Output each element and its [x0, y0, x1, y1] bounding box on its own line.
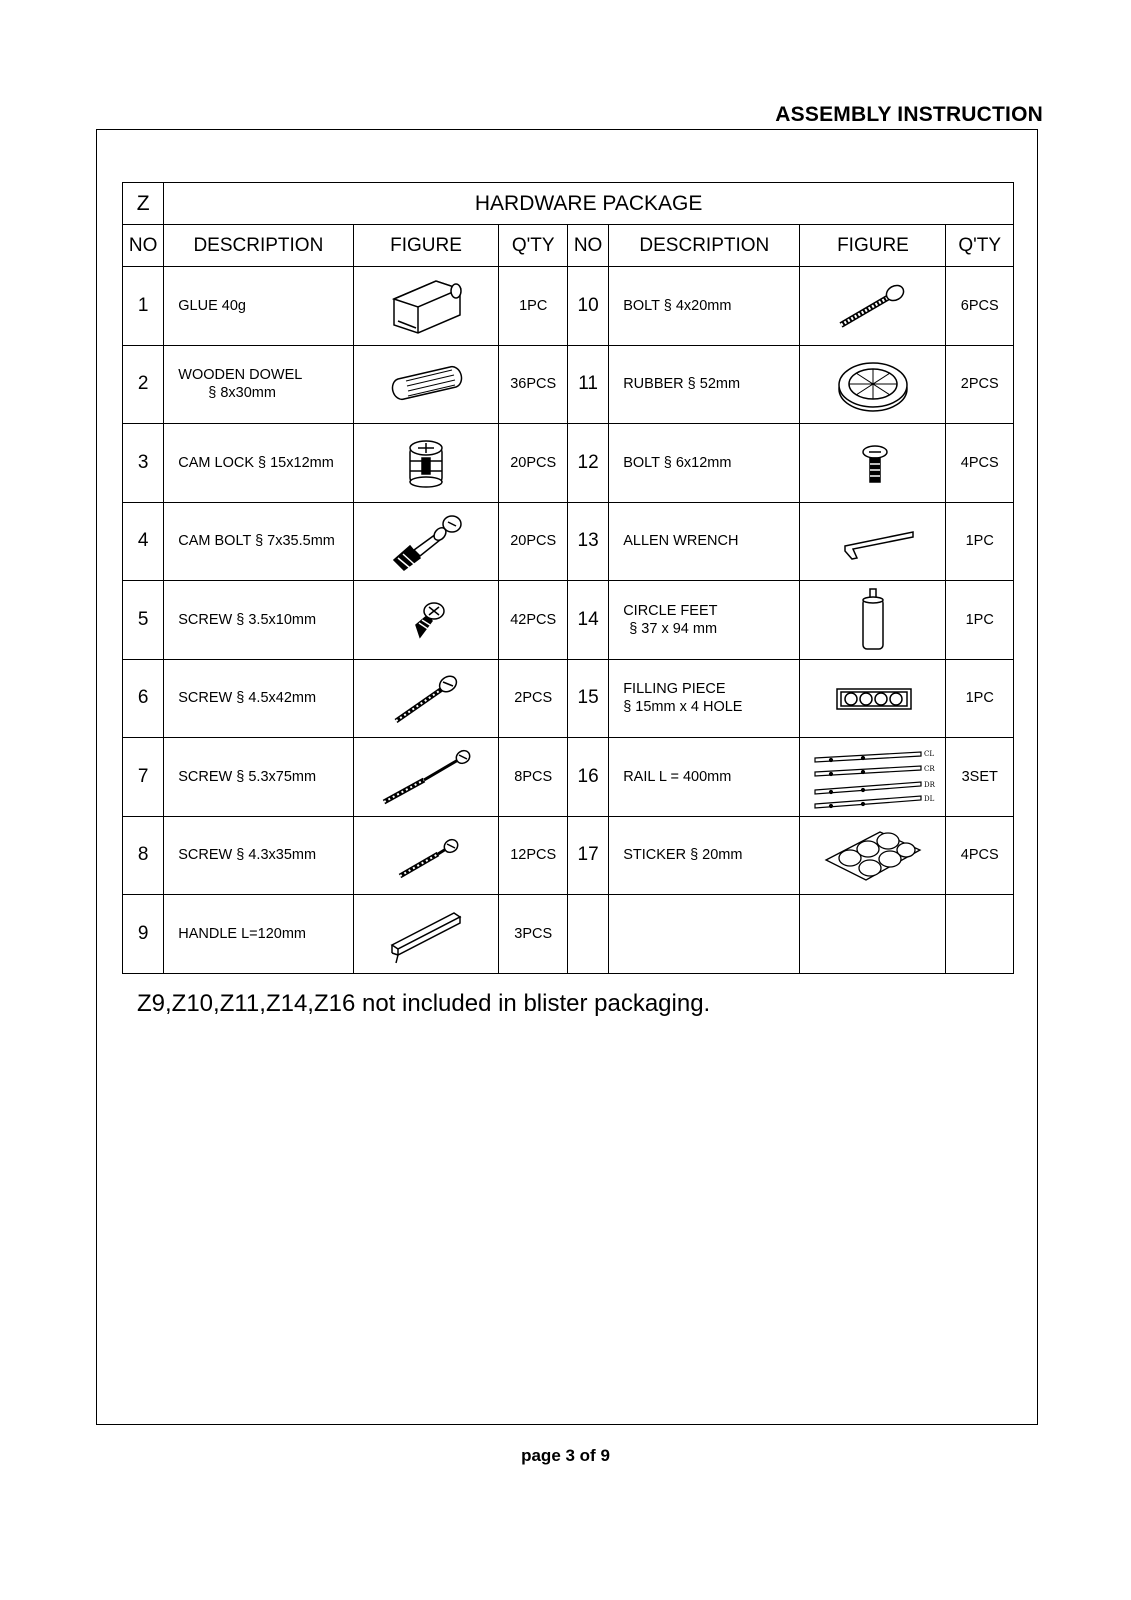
item-qty: 3PCS [499, 895, 567, 974]
rail-label: CL [923, 749, 934, 758]
empty-cell [946, 895, 1014, 974]
item-figure [800, 816, 946, 895]
column-header-description: DESCRIPTION [609, 225, 800, 267]
rail-label: DL [923, 794, 935, 803]
item-figure [353, 816, 499, 895]
item-figure [800, 345, 946, 424]
item-figure [353, 502, 499, 581]
screw-icon [376, 663, 476, 733]
item-description: WOODEN DOWEL § 8x30mm [164, 345, 353, 424]
column-header-no: NO [567, 225, 608, 267]
hardware-table [122, 182, 1014, 974]
item-description: RAIL L = 400mm [609, 738, 800, 817]
table-row [123, 659, 1014, 738]
item-number: 8 [123, 816, 164, 895]
item-figure [353, 267, 499, 346]
rail-label: DR [923, 780, 935, 789]
table-row [123, 581, 1014, 660]
item-qty: 6PCS [946, 267, 1014, 346]
long-screw-icon [376, 742, 476, 812]
packaging-note: Z9,Z10,Z11,Z14,Z16 not included in blister packaging. [137, 990, 711, 1017]
item-number: 7 [123, 738, 164, 817]
empty-cell [609, 895, 800, 974]
filling-piece-icon [823, 663, 923, 733]
short-screw-icon [376, 585, 476, 655]
column-header-qty: Q'TY [946, 225, 1014, 267]
item-qty: 1PC [499, 267, 567, 346]
circle-foot-icon [823, 585, 923, 655]
empty-cell [567, 895, 608, 974]
item-description: GLUE 40g [164, 267, 353, 346]
item-number: 4 [123, 502, 164, 581]
small-bolt-icon [823, 428, 923, 498]
item-number: 10 [567, 267, 608, 346]
item-figure [800, 738, 946, 817]
item-number: 16 [567, 738, 608, 817]
item-figure [800, 659, 946, 738]
table-row [123, 895, 1014, 974]
table-title: HARDWARE PACKAGE [164, 183, 1014, 225]
column-header-figure: FIGURE [353, 225, 499, 267]
item-qty: 12PCS [499, 816, 567, 895]
column-header-no: NO [123, 225, 164, 267]
item-figure [800, 581, 946, 660]
item-description: SCREW § 5.3x75mm [164, 738, 353, 817]
item-number: 2 [123, 345, 164, 424]
item-figure [353, 659, 499, 738]
table-corner-label: Z [123, 183, 164, 225]
item-qty: 20PCS [499, 502, 567, 581]
item-number: 15 [567, 659, 608, 738]
item-number: 9 [123, 895, 164, 974]
handle-icon [376, 899, 476, 969]
item-description: FILLING PIECE § 15mm x 4 HOLE [609, 659, 800, 738]
item-qty: 36PCS [499, 345, 567, 424]
item-number: 13 [567, 502, 608, 581]
rubber-grommet-icon [823, 349, 923, 419]
item-number: 17 [567, 816, 608, 895]
item-figure [800, 502, 946, 581]
item-qty: 1PC [946, 502, 1014, 581]
item-figure [353, 345, 499, 424]
table-row [123, 267, 1014, 346]
item-figure [800, 267, 946, 346]
item-description: RUBBER § 52mm [609, 345, 800, 424]
item-figure [353, 895, 499, 974]
item-description: SCREW § 4.5x42mm [164, 659, 353, 738]
screw-icon [376, 820, 476, 890]
page-number: page 3 of 9 [521, 1446, 610, 1465]
column-header-figure: FIGURE [800, 225, 946, 267]
allen-wrench-icon [823, 506, 923, 576]
glue-bottle-icon [376, 271, 476, 341]
table-row [123, 816, 1014, 895]
item-number: 1 [123, 267, 164, 346]
column-header-qty: Q'TY [499, 225, 567, 267]
page-header-title: ASSEMBLY INSTRUCTION [775, 103, 1043, 126]
column-header-description: DESCRIPTION [164, 225, 353, 267]
table-row [123, 345, 1014, 424]
item-qty: 2PCS [499, 659, 567, 738]
item-qty: 4PCS [946, 424, 1014, 503]
item-description: BOLT § 6x12mm [609, 424, 800, 503]
item-description: CIRCLE FEET § 37 x 94 mm [609, 581, 800, 660]
item-number: 14 [567, 581, 608, 660]
table-title-row [123, 183, 1014, 225]
item-qty: 4PCS [946, 816, 1014, 895]
item-description: CAM BOLT § 7x35.5mm [164, 502, 353, 581]
item-description: BOLT § 4x20mm [609, 267, 800, 346]
item-figure [353, 581, 499, 660]
cam-lock-icon [376, 428, 476, 498]
cam-bolt-icon [376, 506, 476, 576]
item-number: 6 [123, 659, 164, 738]
item-description: HANDLE L=120mm [164, 895, 353, 974]
item-figure [353, 738, 499, 817]
item-qty: 42PCS [499, 581, 567, 660]
wooden-dowel-icon [376, 349, 476, 419]
item-description: CAM LOCK § 15x12mm [164, 424, 353, 503]
item-qty: 2PCS [946, 345, 1014, 424]
empty-cell [800, 895, 946, 974]
item-qty: 3SET [946, 738, 1014, 817]
item-description: SCREW § 3.5x10mm [164, 581, 353, 660]
item-figure [800, 424, 946, 503]
drawer-rail-icon [803, 742, 943, 812]
table-row [123, 738, 1014, 817]
table-row [123, 424, 1014, 503]
item-description: STICKER § 20mm [609, 816, 800, 895]
item-qty: 1PC [946, 659, 1014, 738]
item-qty: 1PC [946, 581, 1014, 660]
sticker-sheet-icon [818, 820, 928, 890]
item-number: 3 [123, 424, 164, 503]
item-description: ALLEN WRENCH [609, 502, 800, 581]
bolt-icon [823, 271, 923, 341]
table-header-row [123, 225, 1014, 267]
item-number: 12 [567, 424, 608, 503]
item-number: 5 [123, 581, 164, 660]
item-description: SCREW § 4.3x35mm [164, 816, 353, 895]
table-row [123, 502, 1014, 581]
item-qty: 8PCS [499, 738, 567, 817]
item-qty: 20PCS [499, 424, 567, 503]
item-figure [353, 424, 499, 503]
rail-label: CR [923, 764, 935, 773]
item-number: 11 [567, 345, 608, 424]
